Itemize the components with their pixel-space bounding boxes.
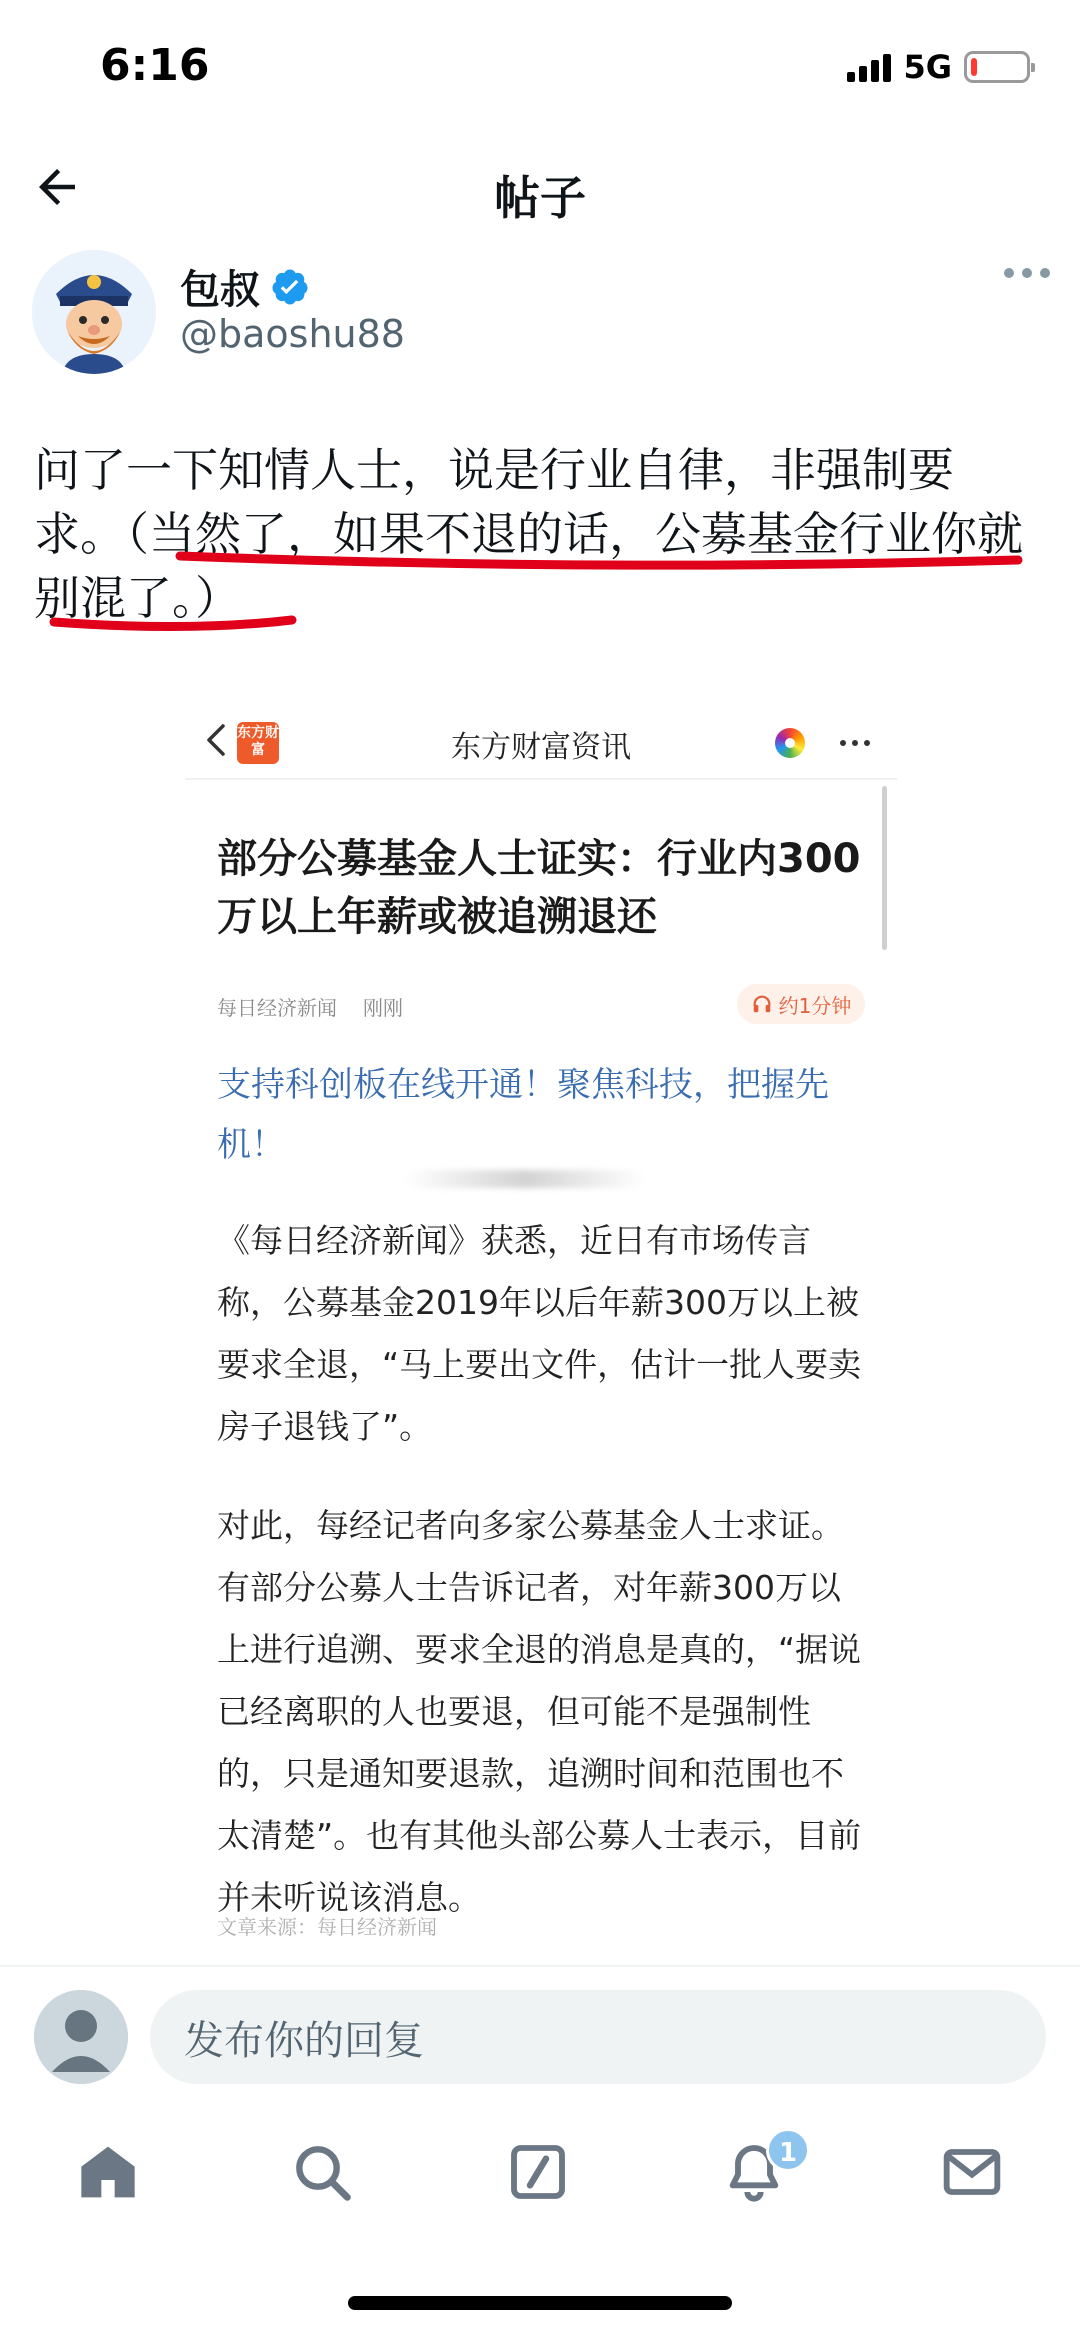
avatar[interactable] (32, 250, 156, 374)
article-time: 刚刚 (363, 996, 403, 1020)
post-text (34, 438, 1044, 630)
article-paragraph-1: 《每日经济新闻》获悉，近日有市场传言称，公募基金2019年以后年薪300万以上被要求全退，“马上要出文件，估计一批人要卖房子退钱了”。 (217, 1221, 862, 1446)
embed-topbar (185, 700, 897, 780)
status-indicators (847, 48, 1030, 86)
article-paragraph-2: 对此，每经记者向多家公募基金人士求证。有部分公募人士告诉记者，对年薪300万以上进行追溯、要求全退的消息是真的，“据说已经离职的人也要退，但可能不是强制性的，只是通知要退款，追溯时间和范围也不太清楚”。也有其他头部公募人士表示，目前并未听说该消息。 (217, 1506, 862, 1917)
home-icon[interactable] (76, 2140, 140, 2204)
listen-pill (737, 984, 865, 1024)
divider (0, 1965, 1080, 1967)
status-time: 6:16 (100, 40, 210, 91)
embed-scrollbar (882, 786, 887, 950)
listen-time: 约1分钟 (778, 993, 852, 1018)
embed-menu-icon (840, 740, 870, 746)
color-wheel-icon (775, 728, 805, 758)
battery-icon (964, 51, 1030, 83)
more-options-icon[interactable] (1004, 268, 1050, 278)
author-name[interactable] (180, 258, 310, 315)
mail-icon[interactable] (940, 2140, 1004, 2204)
post-text-underlined: （当然了，如果不退的话，公募基金行业你就别混了。） (34, 507, 1023, 625)
embed-source-title: 东方财富资讯 (451, 730, 631, 765)
author-name-text: 包叔 (180, 267, 260, 313)
network-type: 5G (903, 48, 952, 86)
eastmoney-logo: 东方财富 (237, 722, 279, 764)
author-handle[interactable]: @baoshu88 (180, 312, 405, 356)
reply-input[interactable]: 发布你的回复 (150, 1990, 1046, 2084)
search-icon[interactable] (290, 2140, 354, 2204)
headphones-icon (751, 993, 773, 1015)
compose-icon[interactable] (506, 2140, 570, 2204)
article-paragraph-3: 文章来源：每日经济新闻 (217, 1915, 437, 1939)
user-avatar[interactable] (34, 1990, 128, 2084)
notification-badge: 1 (766, 2128, 810, 2172)
page-title: 帖子 (494, 171, 586, 225)
signal-icon (847, 52, 891, 82)
article-source: 每日经济新闻 (217, 996, 337, 1020)
blurred-element (405, 1170, 645, 1188)
article-title: 部分公募基金人士证实：行业内300万以上年薪或被追溯退还 (217, 836, 861, 940)
verified-badge-icon (270, 267, 310, 307)
promo-link: 支持科创板在线开通！聚焦科技，把握先机！ (217, 1065, 829, 1165)
embedded-article-image[interactable] (185, 700, 897, 1962)
home-indicator[interactable] (348, 2296, 732, 2310)
post-text-plain: 问了一下知情人士，说是行业自律，非强制要求。 (34, 443, 954, 561)
